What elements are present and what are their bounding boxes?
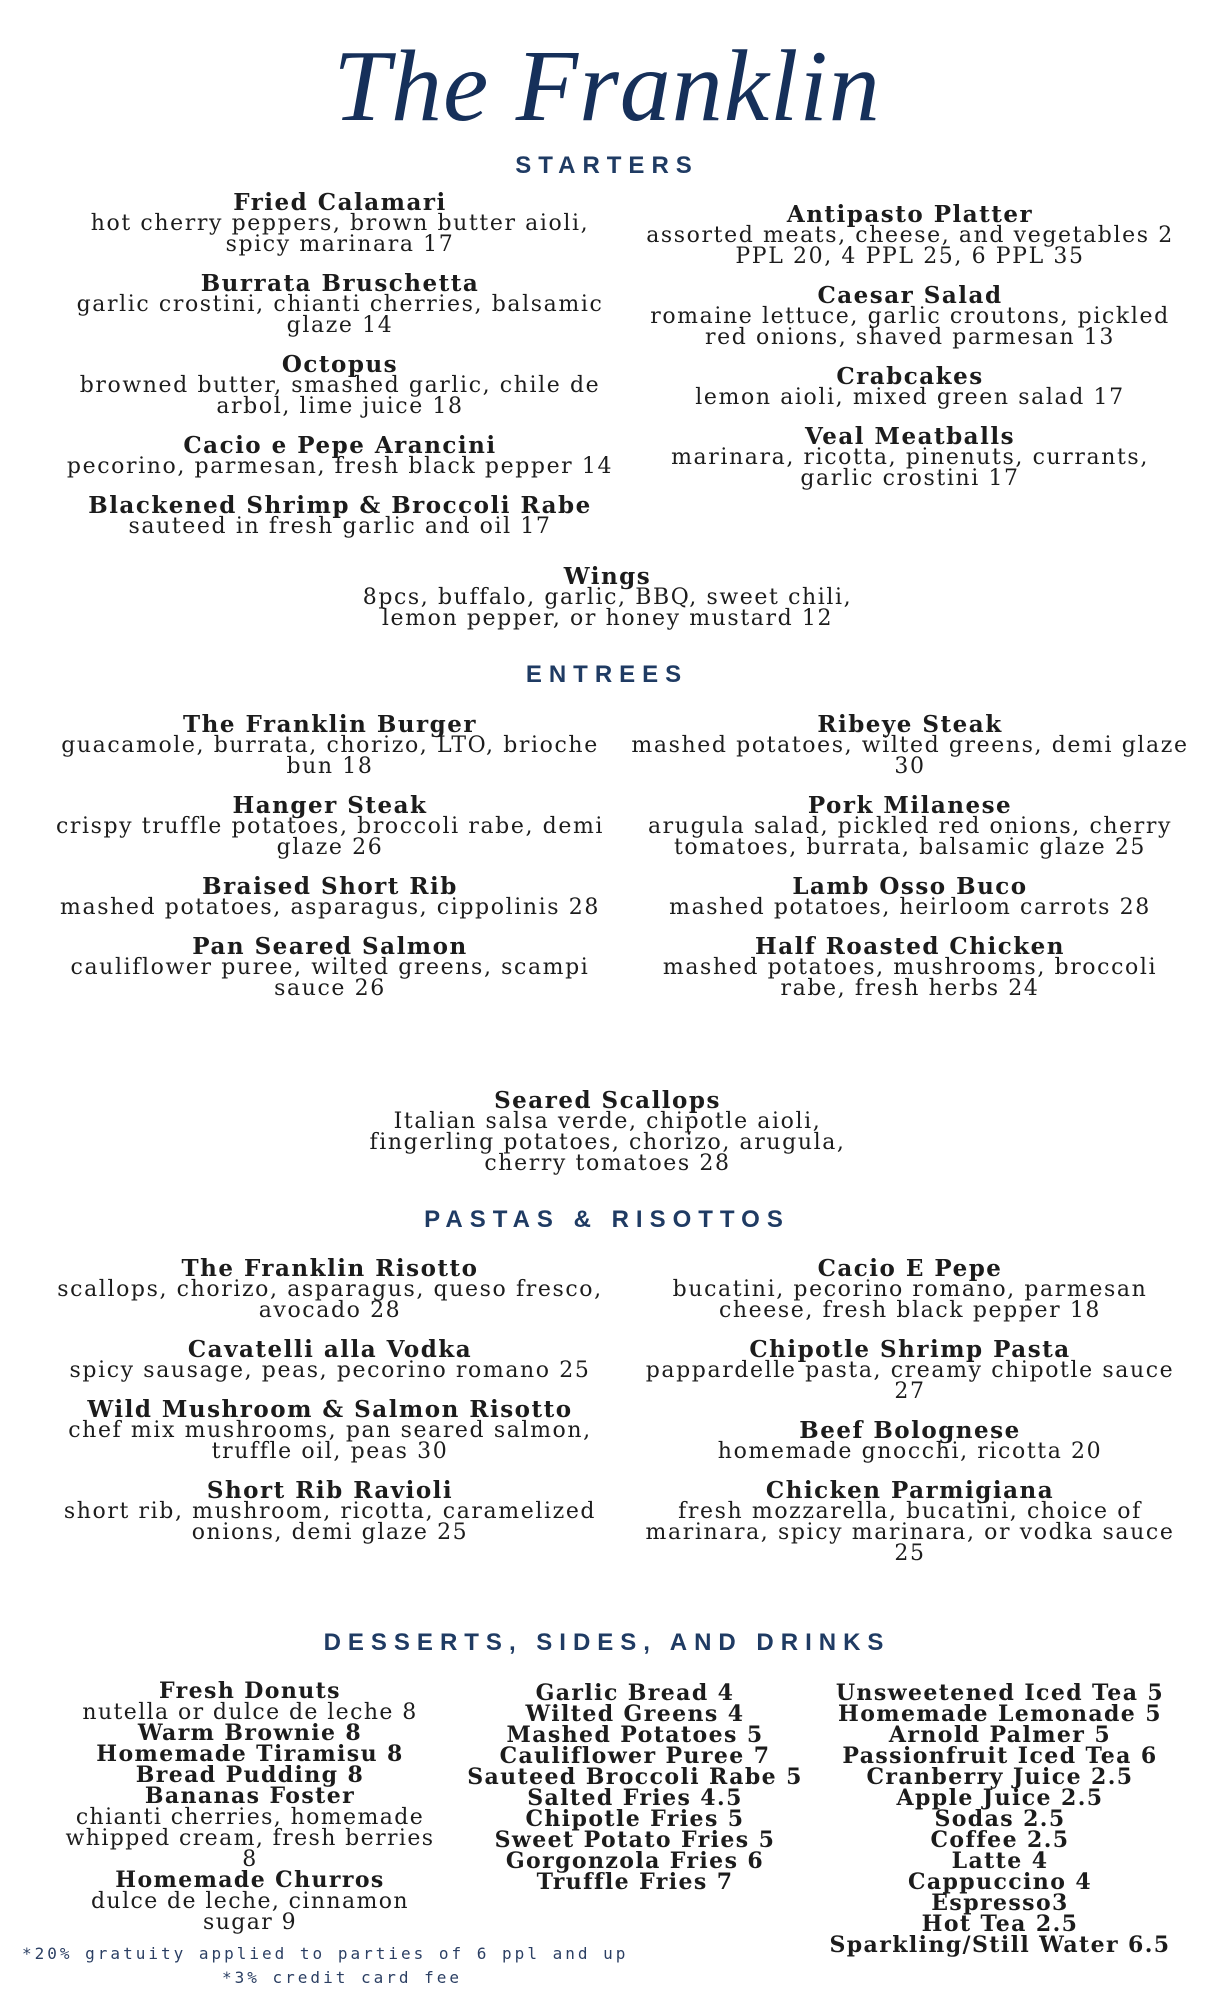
dessert-item: Homemade Tiramisu 8 bbox=[96, 1741, 404, 1767]
dessert-description: chianti cherries, homemade whipped cream, fresh berries 8 bbox=[65, 1805, 435, 1872]
menu-item bbox=[630, 423, 1190, 491]
starters-right-column bbox=[630, 201, 1190, 507]
item-description: scallops, chorizo, asparagus, queso fresco, avocado 28 bbox=[57, 1277, 603, 1323]
item-name: The Franklin Burger bbox=[183, 711, 477, 738]
item-name: Hanger Steak bbox=[232, 792, 428, 819]
drink-item: Cranberry Juice 2.5 bbox=[866, 1764, 1134, 1790]
entrees-right-column bbox=[630, 711, 1190, 1017]
item-name: Seared Scallops bbox=[494, 1087, 721, 1114]
menu-item bbox=[630, 363, 1190, 410]
menu-item bbox=[630, 201, 1190, 269]
entrees-left-column bbox=[50, 711, 610, 1017]
menu-item bbox=[50, 711, 610, 779]
drink-item: Arnold Palmer 5 bbox=[888, 1722, 1112, 1748]
drink-item: Sparkling/Still Water 6.5 bbox=[829, 1932, 1171, 1958]
sides-column bbox=[445, 1680, 825, 1895]
dessert-description: nutella or dulce de leche 8 bbox=[82, 1700, 418, 1725]
drink-item: Homemade Lemonade 5 bbox=[838, 1701, 1162, 1727]
menu-item bbox=[630, 792, 1190, 860]
side-item: Truffle Fries 7 bbox=[536, 1869, 734, 1895]
item-name: Blackened Shrimp & Broccoli Rabe bbox=[88, 492, 592, 519]
item-description: mashed potatoes, asparagus, cippolinis 28 bbox=[60, 895, 600, 920]
entrees-center-column bbox=[340, 1087, 875, 1192]
item-description: hot cherry peppers, brown butter aioli, spicy marinara 17 bbox=[90, 211, 590, 257]
gratuity-note: *20% gratuity applied to parties of 6 ppl and up bbox=[22, 1944, 629, 1963]
menu-item bbox=[55, 189, 625, 257]
item-description: cauliflower puree, wilted greens, scampi sauce 26 bbox=[70, 955, 590, 1001]
menu-item bbox=[55, 351, 625, 419]
starters-left-column bbox=[55, 189, 625, 555]
item-name: Cacio e Pepe Arancini bbox=[183, 432, 497, 459]
side-item: Garlic Bread 4 bbox=[535, 1680, 735, 1706]
menu-item bbox=[50, 1396, 610, 1464]
side-item: Gorgonzola Fries 6 bbox=[505, 1848, 765, 1874]
item-description: short rib, mushroom, ricotta, caramelized onions, demi glaze 25 bbox=[63, 1499, 597, 1545]
menu-item bbox=[630, 1477, 1190, 1566]
drink-item: Sodas 2.5 bbox=[934, 1806, 1066, 1832]
side-item: Cauliflower Puree 7 bbox=[499, 1743, 771, 1769]
item-name: Half Roasted Chicken bbox=[755, 933, 1065, 960]
item-description: mashed potatoes, heirloom carrots 28 bbox=[669, 895, 1151, 920]
item-name: Wild Mushroom & Salmon Risotto bbox=[87, 1396, 573, 1423]
side-item: Sweet Potato Fries 5 bbox=[494, 1827, 776, 1853]
item-name: Burrata Bruschetta bbox=[200, 270, 480, 297]
item-name: Short Rib Ravioli bbox=[206, 1477, 454, 1504]
item-name: Crabcakes bbox=[836, 363, 984, 390]
item-description: arugula salad, pickled red onions, cherry tomatoes, burrata, balsamic glaze 25 bbox=[647, 814, 1173, 860]
item-description: spicy sausage, peas, pecorino romano 25 bbox=[69, 1358, 591, 1383]
drinks-column bbox=[800, 1680, 1200, 1958]
starters-center-column bbox=[330, 563, 885, 647]
menu-item bbox=[50, 1477, 610, 1545]
drink-item: Passionfruit Iced Tea 6 bbox=[842, 1743, 1158, 1769]
item-name: Caesar Salad bbox=[817, 282, 1003, 309]
drink-item: Hot Tea 2.5 bbox=[921, 1911, 1079, 1937]
restaurant-title: The Franklin bbox=[333, 30, 881, 143]
item-description: sauteed in fresh garlic and oil 17 bbox=[128, 514, 552, 539]
item-name: Lamb Osso Buco bbox=[792, 873, 1028, 900]
menu-item bbox=[630, 1336, 1190, 1404]
item-name: Beef Bolognese bbox=[799, 1417, 1021, 1444]
item-description: marinara, ricotta, pinenuts, currants, garlic crostini 17 bbox=[671, 445, 1149, 491]
item-description: bucatini, pecorino romano, parmesan cheese, fresh black pepper 18 bbox=[672, 1277, 1148, 1323]
item-description: mashed potatoes, mushrooms, broccoli rabe, fresh herbs 24 bbox=[662, 955, 1158, 1001]
side-item: Salted Fries 4.5 bbox=[527, 1785, 743, 1811]
credit-card-fee-note: *3% credit card fee bbox=[222, 1968, 463, 1987]
item-description: fresh mozzarella, bucatini, choice of marinara, spicy marinara, or vodka sauce 25 bbox=[645, 1499, 1175, 1566]
item-name: Antipasto Platter bbox=[786, 201, 1034, 228]
menu-item bbox=[630, 1417, 1190, 1464]
dessert-item: Bananas Foster bbox=[144, 1783, 356, 1809]
dessert-item: Bread Pudding 8 bbox=[135, 1762, 365, 1788]
item-name: Cacio E Pepe bbox=[817, 1255, 1003, 1282]
side-item: Chipotle Fries 5 bbox=[525, 1806, 745, 1832]
dessert-description: dulce de leche, cinnamon sugar 9 bbox=[91, 1889, 409, 1935]
desserts-column bbox=[60, 1678, 440, 1935]
item-name: Fried Calamari bbox=[233, 189, 447, 216]
item-name: Pan Seared Salmon bbox=[192, 933, 468, 960]
menu-item bbox=[50, 873, 610, 920]
menu-item bbox=[50, 792, 610, 860]
menu-item bbox=[50, 1336, 610, 1383]
item-name: Cavatelli alla Vodka bbox=[187, 1336, 473, 1363]
menu-item bbox=[630, 282, 1190, 350]
item-description: browned butter, smashed garlic, chile de arbol, lime juice 18 bbox=[79, 373, 601, 419]
menu-item bbox=[330, 563, 885, 631]
item-name: Pork Milanese bbox=[807, 792, 1013, 819]
item-description: pecorino, parmesan, fresh black pepper 14 bbox=[66, 454, 614, 479]
side-item: Mashed Potatoes 5 bbox=[506, 1722, 764, 1748]
item-description: crispy truffle potatoes, broccoli rabe, demi glaze 26 bbox=[55, 814, 605, 860]
item-name: Ribeye Steak bbox=[817, 711, 1003, 738]
item-name: Chipotle Shrimp Pasta bbox=[749, 1336, 1071, 1363]
item-name: Braised Short Rib bbox=[202, 873, 458, 900]
section-heading-starters: STARTERS bbox=[515, 152, 699, 179]
item-description: chef mix mushrooms, pan seared salmon, truffle oil, peas 30 bbox=[68, 1418, 592, 1464]
menu-item bbox=[55, 492, 625, 539]
item-name: The Franklin Risotto bbox=[181, 1255, 479, 1282]
item-description: mashed potatoes, wilted greens, demi glaze 30 bbox=[631, 733, 1189, 779]
item-description: lemon aioli, mixed green salad 17 bbox=[695, 385, 1125, 410]
menu-item bbox=[340, 1087, 875, 1176]
menu-item bbox=[50, 933, 610, 1001]
item-name: Octopus bbox=[281, 351, 399, 378]
section-heading-desserts: DESSERTS, SIDES, AND DRINKS bbox=[323, 1629, 891, 1656]
menu-item bbox=[630, 933, 1190, 1001]
dessert-item: Warm Brownie 8 bbox=[137, 1720, 363, 1746]
menu-item bbox=[55, 432, 625, 479]
item-name: Wings bbox=[563, 563, 652, 590]
section-heading-entrees: ENTREES bbox=[525, 661, 689, 688]
side-item: Sauteed Broccoli Rabe 5 bbox=[467, 1764, 803, 1790]
side-item: Wilted Greens 4 bbox=[525, 1701, 745, 1727]
drink-item: Cappuccino 4 bbox=[907, 1869, 1093, 1895]
drink-item: Unsweetened Iced Tea 5 bbox=[835, 1680, 1165, 1706]
drink-item: Espresso3 bbox=[931, 1890, 1069, 1916]
item-name: Veal Meatballs bbox=[804, 423, 1016, 450]
dessert-item: Fresh Donuts bbox=[159, 1678, 341, 1704]
item-description: garlic crostini, chianti cherries, balsamic glaze 14 bbox=[76, 292, 604, 338]
dessert-item: Homemade Churros bbox=[115, 1867, 385, 1893]
drink-item: Apple Juice 2.5 bbox=[896, 1785, 1104, 1811]
item-name: Chicken Parmigiana bbox=[765, 1477, 1055, 1504]
item-description: guacamole, burrata, chorizo, LTO, brioche bun 18 bbox=[61, 733, 599, 779]
item-description: pappardelle pasta, creamy chipotle sauce 27 bbox=[645, 1358, 1175, 1404]
pastas-left-column bbox=[50, 1255, 610, 1561]
menu-item bbox=[50, 1255, 610, 1323]
menu-item bbox=[630, 711, 1190, 779]
item-description: 8pcs, buffalo, garlic, BBQ, sweet chili, lemon pepper, or honey mustard 12 bbox=[362, 585, 853, 631]
item-description: Italian salsa verde, chipotle aioli, fingerling potatoes, chorizo, arugula, cherry tomatoes 28 bbox=[369, 1109, 846, 1176]
item-description: homemade gnocchi, ricotta 20 bbox=[717, 1439, 1103, 1464]
menu-item bbox=[630, 1255, 1190, 1323]
item-description: assorted meats, cheese, and vegetables 2 PPL 20, 4 PPL 25, 6 PPL 35 bbox=[646, 223, 1174, 269]
pastas-right-column bbox=[630, 1255, 1190, 1582]
item-description: romaine lettuce, garlic croutons, pickled red onions, shaved parmesan 13 bbox=[650, 304, 1170, 350]
menu-item bbox=[55, 270, 625, 338]
section-heading-pastas: PASTAS & RISOTTOS bbox=[424, 1206, 790, 1233]
menu-item bbox=[630, 873, 1190, 920]
drink-item: Latte 4 bbox=[951, 1848, 1049, 1874]
drink-item: Coffee 2.5 bbox=[930, 1827, 1070, 1853]
